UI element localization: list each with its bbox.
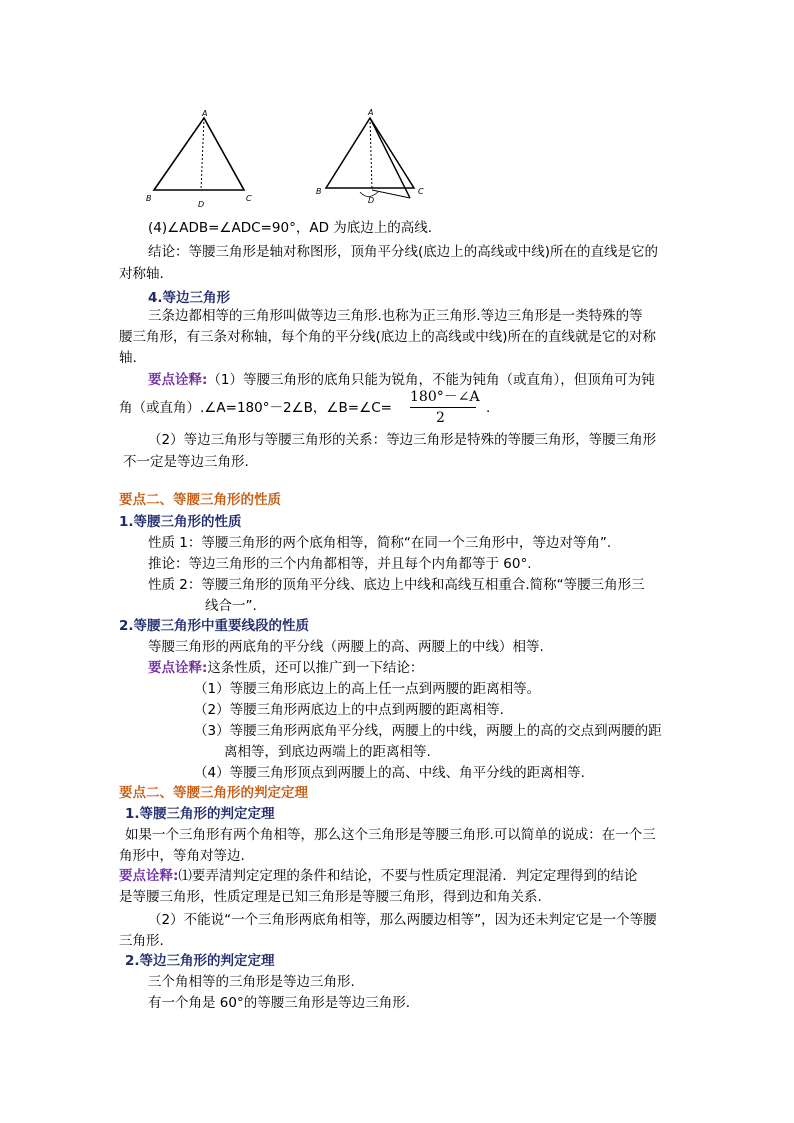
line-conclusion-cont: 对称轴. bbox=[119, 266, 164, 282]
section-heading-criteria: 要点二、等腰三角形的判定定理 bbox=[119, 785, 308, 801]
fold-base bbox=[372, 190, 410, 198]
key-note-text: ⑴要弄清判定定理的条件和结论，不要与性质定理混淆．判定定理得到的结论 bbox=[178, 868, 638, 884]
line-equilateral-criteria-2: 有一个角是 60°的等腰三角形是等边三角形. bbox=[148, 995, 411, 1011]
triangle-abc bbox=[154, 118, 244, 190]
line-property-1: 性质 1：等腰三角形的两个底角相等，简称“在同一个三角形中，等边对等角”. bbox=[148, 535, 612, 551]
line-cannot-say: （2）不能说“一个三角形两底角相等，那么两腰边相等”，因为还未判定它是一个等腰 bbox=[148, 912, 657, 928]
line-corollary: 推论：等边三角形的三个内角都相等，并且每个内角都等于 60°. bbox=[148, 556, 532, 572]
key-note-label: 要点诠释: bbox=[148, 660, 208, 676]
key-note-label: 要点诠释: bbox=[148, 372, 208, 388]
line-equilateral-def-3: 轴. bbox=[119, 350, 137, 366]
line-conclusion-1: （1）等腰三角形底边上的高上任一点到两腰的距离相等。 bbox=[194, 681, 541, 697]
label-c: C bbox=[418, 187, 424, 196]
fraction-numerator: 180°－∠A bbox=[410, 389, 480, 405]
key-note-text: （1）等腰三角形的底角只能为锐角，不能为钝角（或直角），但顶角可为钝 bbox=[207, 372, 655, 388]
triangle-abc bbox=[326, 118, 414, 188]
altitude-ad bbox=[370, 118, 372, 190]
line-key-note-2 bbox=[148, 658, 423, 678]
line-equilateral-def-2: 腰三角形，有三条对称轴，每个角的平分线(底边上的高线或中线)所在的直线就是它的对称 bbox=[119, 329, 657, 345]
line-conclusion-3-cont: 离相等，到底边两端上的距离相等. bbox=[224, 744, 431, 760]
line-key-note-3 bbox=[119, 866, 637, 886]
line-equilateral-def: 三条边都相等的三角形叫做等边三角形.也称为正三角形.等边三角形是一类特殊的等 bbox=[148, 308, 643, 324]
subheading-equilateral: 4.等边三角形 bbox=[148, 290, 231, 306]
line-equilateral-criteria-1: 三个角相等的三角形是等边三角形. bbox=[148, 974, 355, 990]
line-angle-formula: 角（或直角）.∠A=180°－2∠B，∠B=∠C= bbox=[119, 400, 392, 416]
subheading-isosceles-criteria: 1.等腰三角形的判定定理 bbox=[125, 806, 275, 822]
subheading-isosceles-properties: 1.等腰三角形的性质 bbox=[119, 514, 242, 530]
line-conclusion-2: （2）等腰三角形两底边上的中点到两腰的距离相等. bbox=[194, 702, 504, 718]
line-conclusion: 结论：等腰三角形是轴对称图形，顶角平分线(底边上的高线或中线)所在的直线是它的 bbox=[148, 244, 659, 260]
line-key-note-3-cont: 是等腰三角形，性质定理是已知三角形是等腰三角形，得到边和角关系. bbox=[119, 889, 542, 905]
label-a: A bbox=[368, 108, 374, 117]
subheading-equilateral-criteria: 2.等边三角形的判定定理 bbox=[125, 953, 275, 969]
line-relation: （2）等边三角形与等腰三角形的关系：等边三角形是特殊的等腰三角形，等腰三角形 bbox=[148, 432, 657, 448]
folded-edge bbox=[370, 118, 410, 198]
line-criteria-cont: 角形中，等角对等边. bbox=[119, 848, 245, 864]
label-b: B bbox=[146, 194, 152, 203]
label-a: A bbox=[202, 109, 208, 118]
line-criteria: 如果一个三角形有两个角相等，那么这个三角形是等腰三角形.可以简单的说成：在一个三 bbox=[125, 827, 656, 843]
fraction-suffix: . bbox=[486, 400, 491, 416]
line-conclusion-4: （4）等腰三角形顶点到两腰上的高、中线、角平分线的距离相等. bbox=[194, 765, 585, 781]
line-property-2-cont: 线合一”. bbox=[205, 598, 257, 614]
line-relation-cont: 不一定是等边三角形. bbox=[123, 454, 249, 470]
line-segments: 等腰三角形的两底角的平分线（两腰上的高、两腰上的中线）相等. bbox=[148, 639, 544, 655]
isosceles-triangle-figure-left bbox=[140, 108, 260, 212]
fraction-denominator: 2 bbox=[436, 410, 445, 426]
label-b: B bbox=[316, 187, 322, 196]
line-cannot-say-cont: 三角形. bbox=[119, 933, 164, 949]
fraction-bar bbox=[410, 407, 476, 408]
fraction-base-angle bbox=[410, 386, 480, 430]
key-note-text: 这条性质，还可以推广到一下结论： bbox=[207, 660, 424, 676]
line-key-note-1 bbox=[148, 370, 655, 390]
subheading-important-segments: 2.等腰三角形中重要线段的性质 bbox=[119, 618, 310, 634]
line-angle-adb: (4)∠ADB=∠ADC=90°，AD 为底边上的高线. bbox=[148, 220, 433, 236]
label-c: C bbox=[246, 194, 252, 203]
label-d: D bbox=[368, 196, 375, 205]
altitude-ad bbox=[201, 118, 204, 190]
label-d: D bbox=[198, 200, 205, 209]
line-property-2: 性质 2：等腰三角形的顶角平分线、底边上中线和高线互相重合.简称“等腰三角形三 bbox=[148, 577, 645, 593]
section-heading-properties: 要点二、等腰三角形的性质 bbox=[119, 492, 281, 508]
line-conclusion-3: （3）等腰三角形两底角平分线，两腰上的中线，两腰上的高的交点到两腰的距 bbox=[194, 723, 662, 739]
key-note-label: 要点诠释: bbox=[119, 868, 179, 884]
isosceles-triangle-figure-right bbox=[310, 106, 440, 210]
